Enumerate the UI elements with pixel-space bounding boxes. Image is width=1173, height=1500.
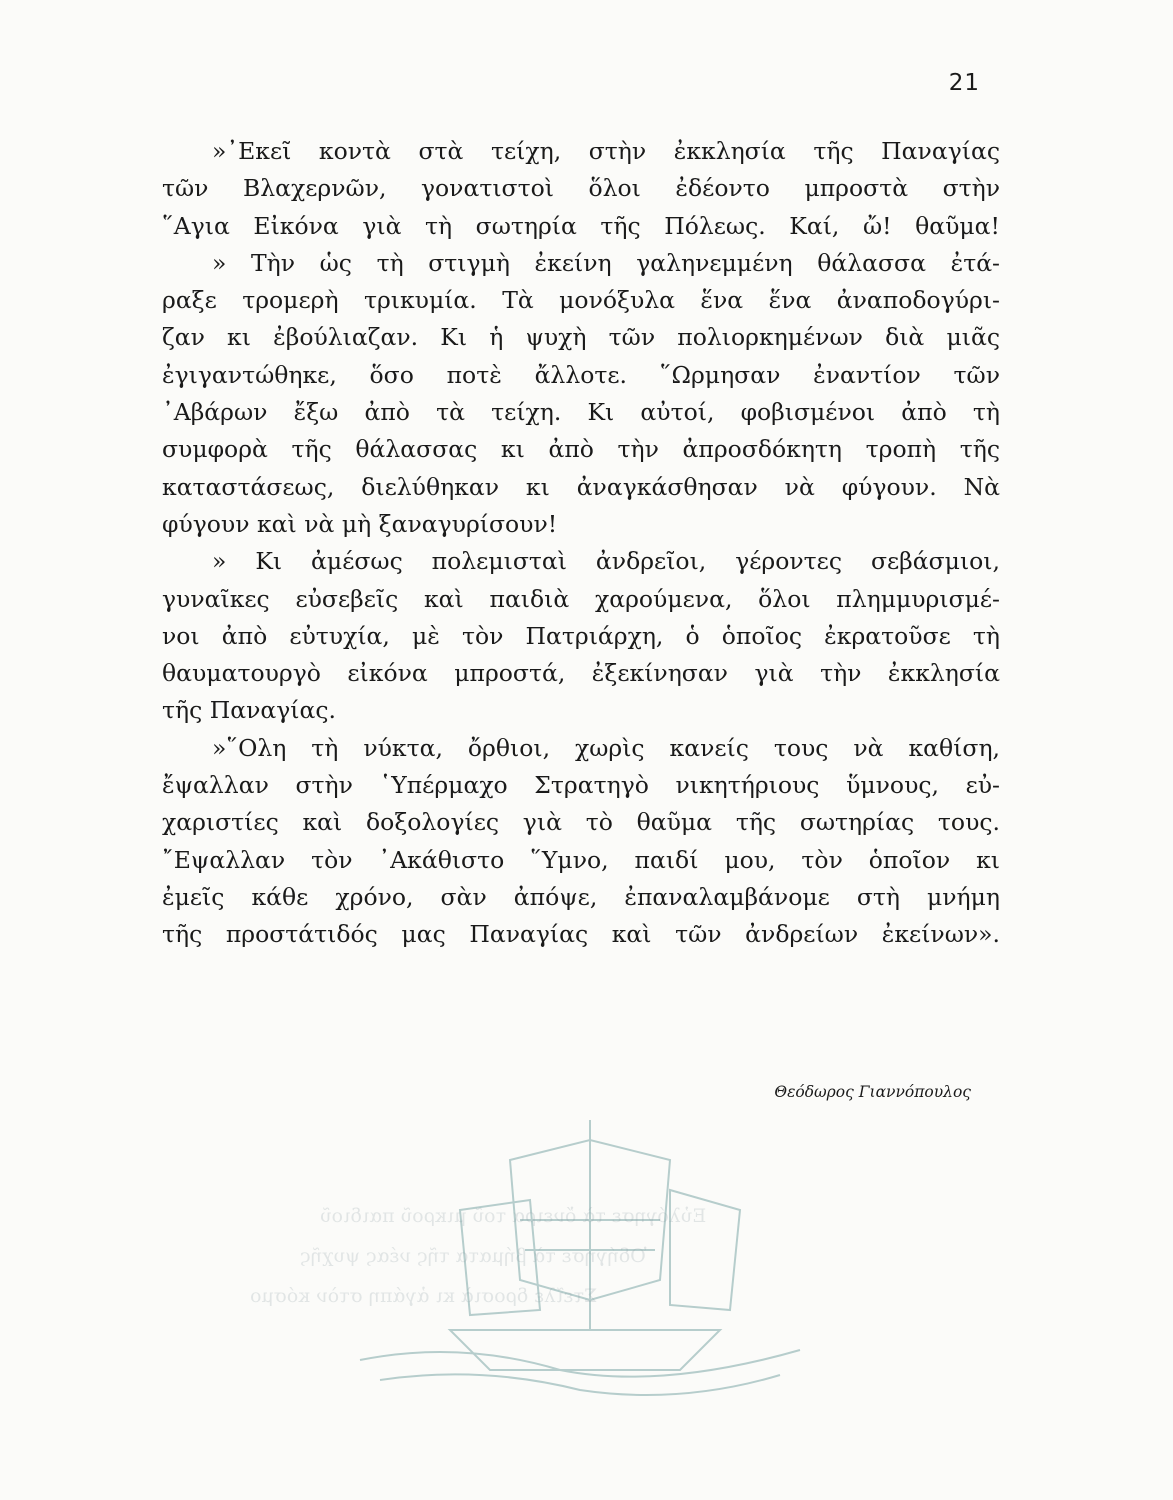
- text-line: νοι ἀπὸ εὐτυχία, μὲ τὸν Πατριάρχη, ὁ ὁποῖος ἐκρατοῦσε τὴ: [162, 621, 1000, 650]
- text-line: τῶν Βλαχερνῶν, γονατιστοὶ ὅλοι ἐδέοντο μπροστὰ στὴν: [162, 174, 1000, 203]
- author-signature: Θεόδωρος Γιαννόπουλος: [774, 1083, 971, 1101]
- page-number: 21: [948, 70, 980, 96]
- text-line: ῎Εψαλλαν τὸν ᾿Ακάθιστο ῞Υμνο, παιδί μου, τὸν ὁποῖον κι: [162, 845, 1000, 874]
- text-line: συμφορὰ τῆς θάλασσας κι ἀπὸ τὴν ἀπροσδόκητη τροπὴ τῆς: [162, 435, 1000, 464]
- show-through-text: Στεῖλε δροσιὰ κι ἀγάπη στὸν κόσμο: [250, 1285, 598, 1307]
- text-line: ζαν κι ἐβούλιαζαν. Κι ἡ ψυχὴ τῶν πολιορκημένων διὰ μιᾶς: [162, 323, 1000, 352]
- text-line: γυναῖκες εὐσεβεῖς καὶ παιδιὰ χαρούμενα, ὅλοι πλημμυρισμέ-: [162, 584, 1000, 613]
- text-line: τῆς Παναγίας.: [162, 696, 336, 725]
- text-line: καταστάσεως, διελύθηκαν κι ἀναγκάσθησαν νὰ φύγουν. Νὰ: [162, 472, 1000, 501]
- body-text: [162, 133, 1000, 954]
- text-line: ῞Αγια Εἰκόνα γιὰ τὴ σωτηρία τῆς Πόλεως. Καί, ὤ! θαῦμα!: [162, 211, 1000, 240]
- text-line: ἐμεῖς κάθε χρόνο, σὰν ἀπόψε, ἐπαναλαμβάνομε στὴ μνήμη: [162, 882, 1000, 911]
- show-through-text: Εὐλόγησε τὰ ὄνειρα τοῦ μικροῦ παιδιοῦ: [320, 1205, 707, 1227]
- text-line: »᾿Εκεῖ κοντὰ στὰ τείχη, στὴν ἐκκλησία τῆς Παναγίας: [212, 137, 1000, 165]
- text-line: » Κι ἀμέσως πολεμισταὶ ἀνδρεῖοι, γέροντες σεβάσμιοι,: [212, 547, 1000, 576]
- text-line: » Τὴν ὡς τὴ στιγμὴ ἐκείνη γαληνεμμένη θάλασσα ἐτά-: [212, 248, 1000, 277]
- text-line: θαυματουργὸ εἰκόνα μπροστά, ἐξεκίνησαν γιὰ τὴν ἐκκλησία: [162, 659, 1000, 688]
- text-line: »῞Ολη τὴ νύκτα, ὄρθιοι, χωρὶς κανείς τους νὰ καθίση,: [212, 733, 1000, 762]
- show-through-text: Ὁδήγησε τὰ βήματα τῆς νέας ψυχῆς: [300, 1245, 647, 1267]
- text-line: φύγουν καὶ νὰ μὴ ξαναγυρίσουν!: [162, 509, 558, 538]
- text-line: τῆς προστάτιδός μας Παναγίας καὶ τῶν ἀνδρείων ἐκείνων».: [162, 920, 1000, 949]
- text-line: ἔψαλλαν στὴν ῾Υπέρμαχο Στρατηγὸ νικητήριους ὕμνους, εὐ-: [162, 771, 1000, 800]
- text-line: ᾿Αβάρων ἔξω ἀπὸ τὰ τείχη. Κι αὐτοί, φοβισμένοι ἀπὸ τὴ: [162, 398, 1000, 427]
- text-line: ραξε τρομερὴ τρικυμία. Τὰ μονόξυλα ἕνα ἕνα ἀναποδογύρι-: [162, 286, 1000, 315]
- text-line: χαριστίες καὶ δοξολογίες γιὰ τὸ θαῦμα τῆς σωτηρίας τους.: [162, 808, 1000, 837]
- text-line: ἐγιγαντώθηκε, ὅσο ποτὲ ἄλλοτε. ῞Ωρμησαν ἐναντίον τῶν: [162, 360, 1000, 389]
